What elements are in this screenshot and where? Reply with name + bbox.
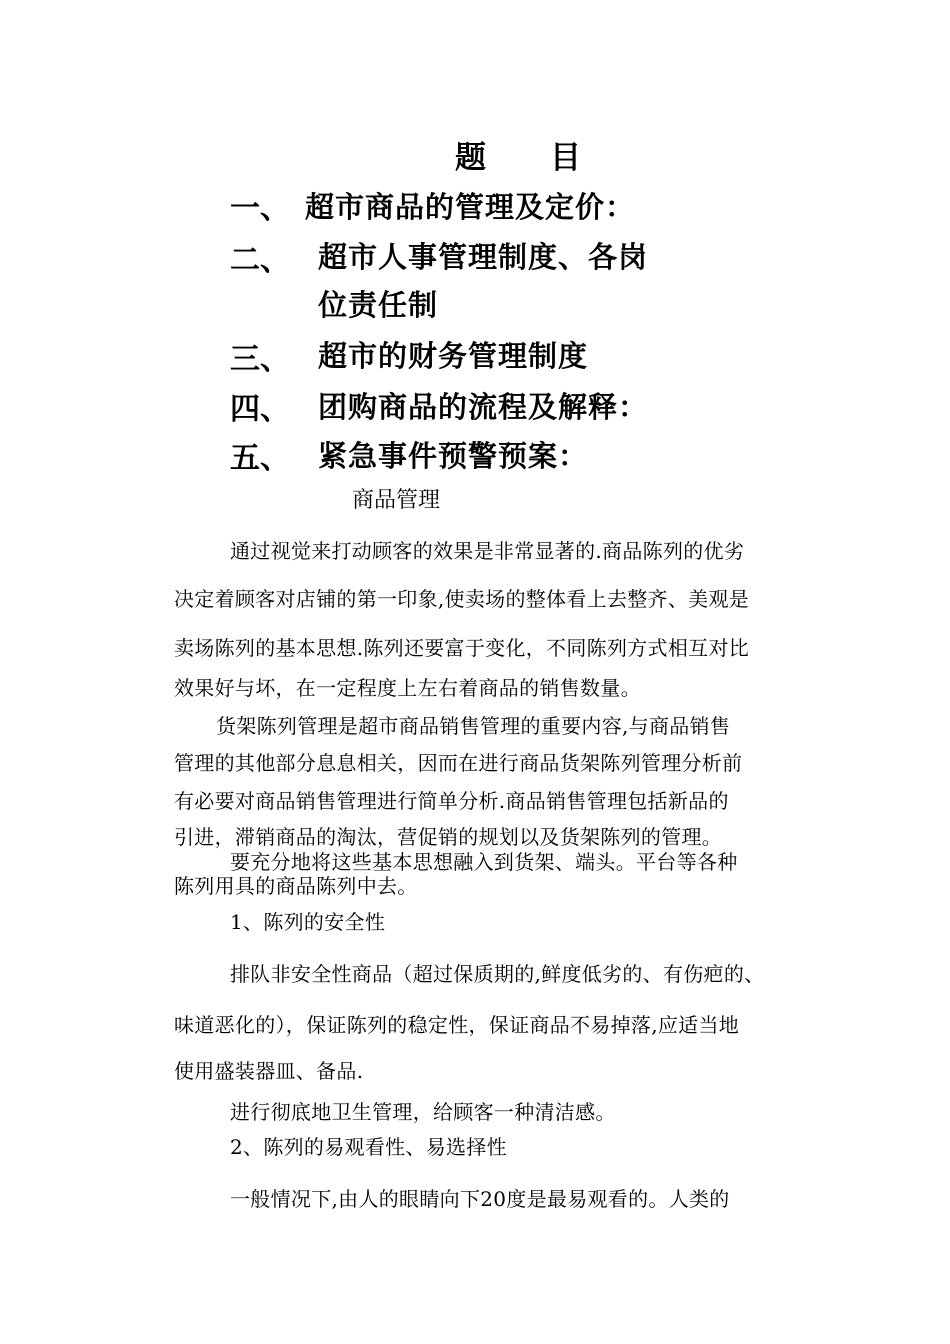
toc-number-3: 三、 [230, 342, 290, 377]
body-line: 有必要对商品销售管理进行简单分析.商品销售管理包括新品的 [174, 789, 729, 813]
body-line: 味道恶化的），保证陈列的稳定性，保证商品不易掉落,应适当地 [174, 1013, 740, 1037]
body-line: 使用盛装器皿、备品. [174, 1059, 364, 1083]
body-line: 通过视觉来打动顾客的效果是非常显著的.商品陈列的优劣 [230, 539, 745, 563]
body-line: 货架陈列管理是超市商品销售管理的重要内容,与商品销售 [216, 714, 731, 738]
body-line: 进行彻底地卫生管理，给顾客一种清洁感。 [230, 1100, 616, 1124]
toc-item-4: 团购商品的流程及解释： [318, 390, 649, 424]
toc-item-2: 超市人事管理制度、各岗 [318, 240, 649, 274]
body-line: 卖场陈列的基本思想.陈列还要富于变化，不同陈列方式相互对比 [174, 636, 750, 660]
title-char-2: 目 [550, 140, 583, 176]
toc-number-5: 五、 [230, 441, 290, 476]
body-line: 排队非安全性商品（超过保质期的,鲜度低劣的、有伤疤的、 [230, 962, 765, 986]
toc-item-5: 紧急事件预警预案： [318, 439, 589, 473]
body-line: 管理的其他部分息息相关，因而在进行商品货架陈列管理分析前 [174, 751, 743, 775]
body-line: 引进，滞销商品的淘汰，营促销的规划以及货架陈列的管理。 [174, 825, 723, 849]
toc-item-3: 超市的财务管理制度 [318, 339, 589, 373]
body-line: 一般情况下,由人的眼睛向下20度是最易观看的。人类的 [230, 1187, 730, 1211]
body-line: 效果好与坏，在一定程度上左右着商品的销售数量。 [174, 676, 641, 700]
title-char-1: 题 [455, 140, 488, 176]
list-heading-1: 1、陈列的安全性 [230, 910, 386, 934]
section-heading: 商品管理 [352, 488, 441, 513]
toc-number-2: 二、 [230, 243, 290, 278]
body-line: 要充分地将这些基本思想融入到货架、端头。平台等各种 [230, 850, 738, 874]
toc-item-1: 超市商品的管理及定价： [305, 190, 636, 224]
list-heading-2: 2、陈列的易观看性、易选择性 [230, 1135, 507, 1159]
toc-number-4: 四、 [230, 392, 290, 427]
body-line: 陈列用具的商品陈列中去。 [174, 874, 418, 898]
toc-item-2-continued: 位责任制 [318, 288, 439, 322]
toc-number-1: 一、 [230, 191, 290, 226]
page-title [455, 132, 583, 177]
body-line: 决定着顾客对店铺的第一印象,使卖场的整体看上去整齐、美观是 [174, 587, 750, 611]
